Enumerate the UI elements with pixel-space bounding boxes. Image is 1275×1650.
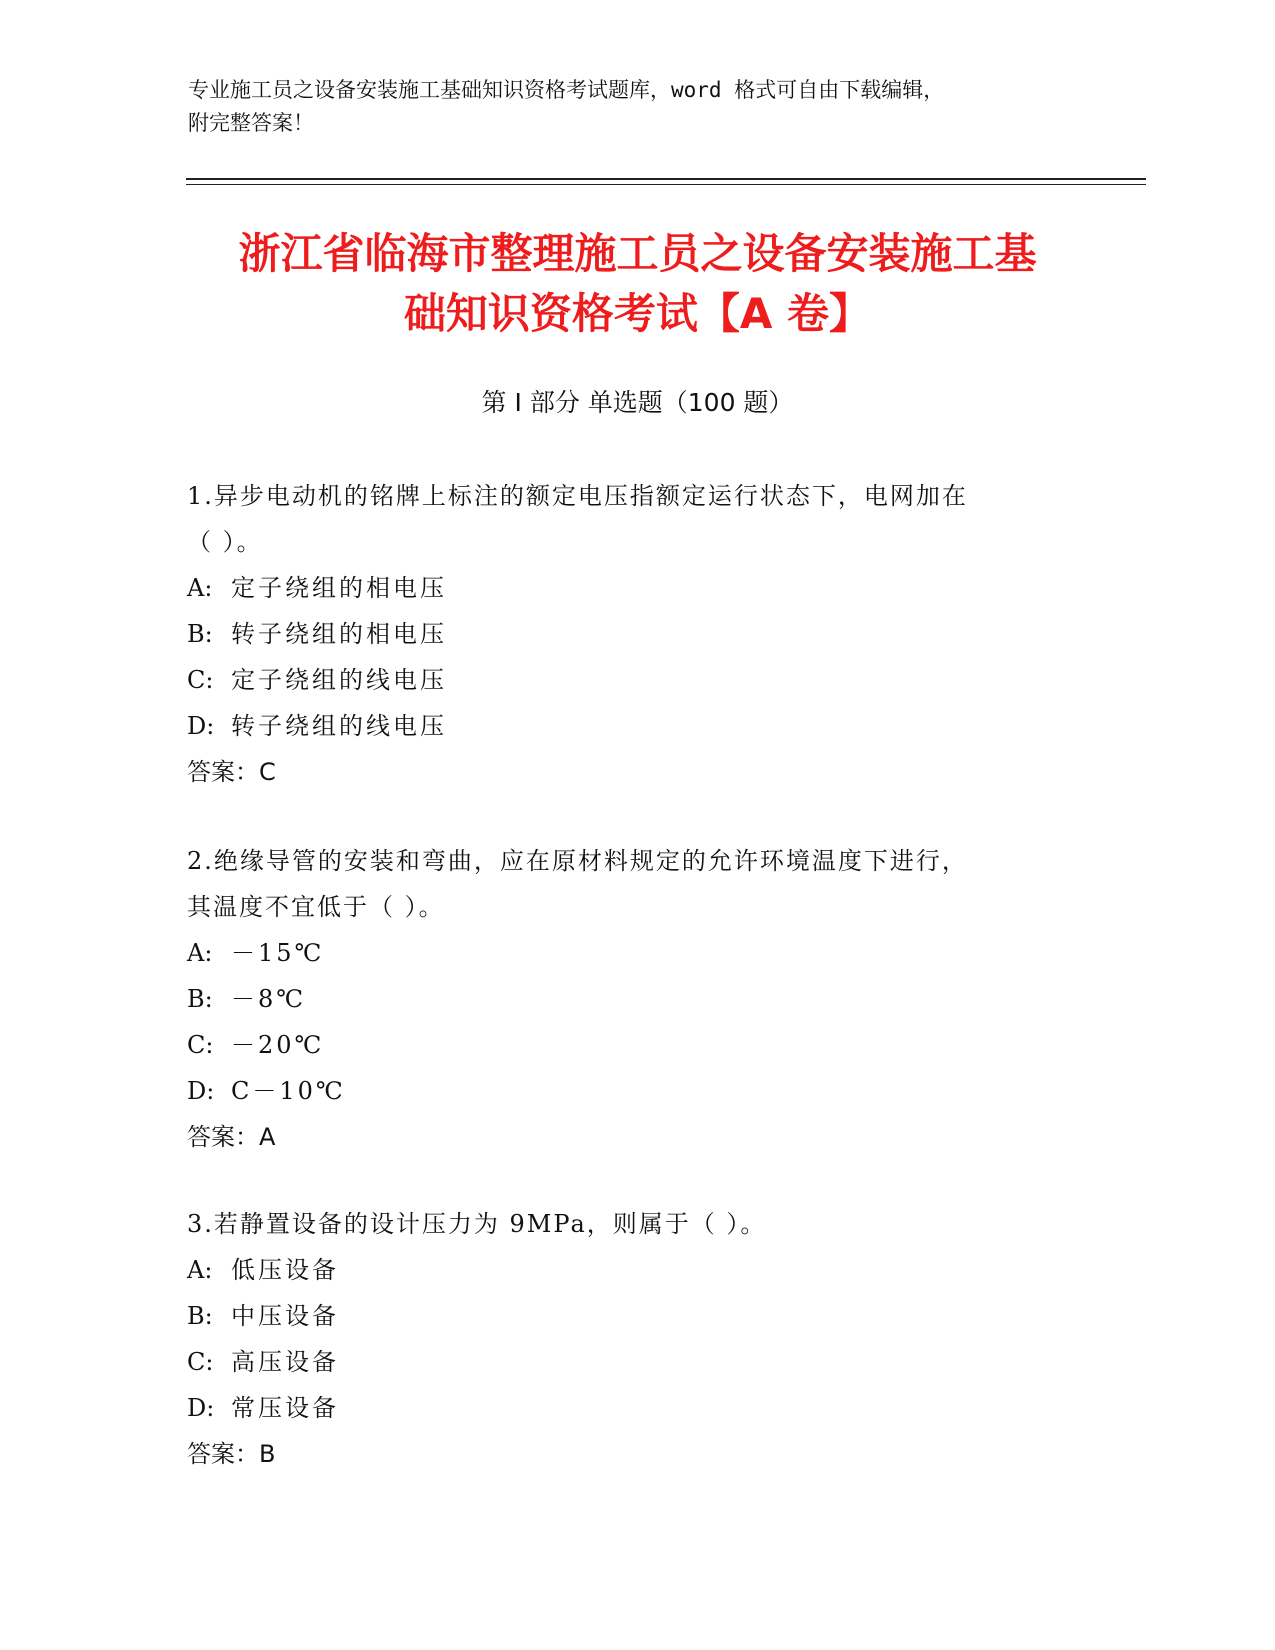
option-text: 低压设备 [231, 1256, 339, 1284]
question-2 [187, 838, 1067, 1160]
question-3 [187, 1201, 1067, 1477]
answer-line: 答案：C [187, 758, 276, 786]
title-line-2: 础知识资格考试【A 卷】 [403, 289, 872, 338]
option-b [187, 1293, 1067, 1339]
intro-line-2: 附完整答案！ [188, 111, 314, 135]
option-text: 高压设备 [231, 1348, 339, 1376]
option-c [187, 1022, 1067, 1068]
intro-line-1: 专业施工员之设备安装施工基础知识资格考试题库，word 格式可自由下载编辑， [188, 78, 945, 102]
option-key: B: [187, 620, 213, 648]
option-text: C－10℃ [231, 1077, 346, 1105]
option-key: D: [187, 1077, 215, 1105]
question-stem-line-1: 2.绝缘导管的安装和弯曲，应在原材料规定的允许环境温度下进行， [187, 847, 968, 875]
answer-line: 答案：A [187, 1123, 276, 1151]
option-a [187, 565, 1067, 611]
question-stem-line-2: 其温度不宜低于（ ）。 [187, 893, 445, 921]
question-stem-line-2: （ ）。 [187, 528, 263, 556]
option-key: B: [187, 985, 213, 1013]
option-key: D: [187, 1394, 215, 1422]
option-key: A: [187, 1256, 213, 1284]
option-a [187, 930, 1067, 976]
header-divider-thin [186, 184, 1146, 185]
option-text: 中压设备 [231, 1302, 339, 1330]
option-c [187, 1339, 1067, 1385]
option-b [187, 976, 1067, 1022]
option-a [187, 1247, 1067, 1293]
question-stem-line-1: 1.异步电动机的铭牌上标注的额定电压指额定运行状态下，电网加在 [187, 482, 968, 510]
option-key: D: [187, 712, 215, 740]
option-b [187, 611, 1067, 657]
option-text: 定子绕组的线电压 [231, 666, 447, 694]
question-stem-line-1: 3.若静置设备的设计压力为 9MPa，则属于（ ）。 [187, 1210, 767, 1238]
option-d [187, 1068, 1067, 1114]
option-key: A: [187, 574, 213, 602]
document-title [130, 224, 1145, 344]
title-line-1: 浙江省临海市整理施工员之设备安装施工基 [238, 229, 1037, 278]
option-key: C: [187, 666, 214, 694]
option-text: 转子绕组的线电压 [231, 712, 447, 740]
option-text: －15℃ [231, 939, 325, 967]
option-text: 定子绕组的相电压 [231, 574, 447, 602]
option-text: －8℃ [231, 985, 307, 1013]
option-text: 转子绕组的相电压 [231, 620, 447, 648]
section-heading: 第 I 部分 单选题（100 题） [481, 388, 794, 417]
option-key: A: [187, 939, 213, 967]
question-1 [187, 473, 1067, 795]
intro-text [188, 74, 1088, 140]
option-text: 常压设备 [231, 1394, 339, 1422]
header-divider-thick [186, 178, 1146, 180]
answer-line: 答案：B [187, 1440, 276, 1468]
option-text: －20℃ [231, 1031, 325, 1059]
option-key: B: [187, 1302, 213, 1330]
option-key: C: [187, 1348, 214, 1376]
option-c [187, 657, 1067, 703]
option-d [187, 703, 1067, 749]
option-key: C: [187, 1031, 214, 1059]
option-d [187, 1385, 1067, 1431]
